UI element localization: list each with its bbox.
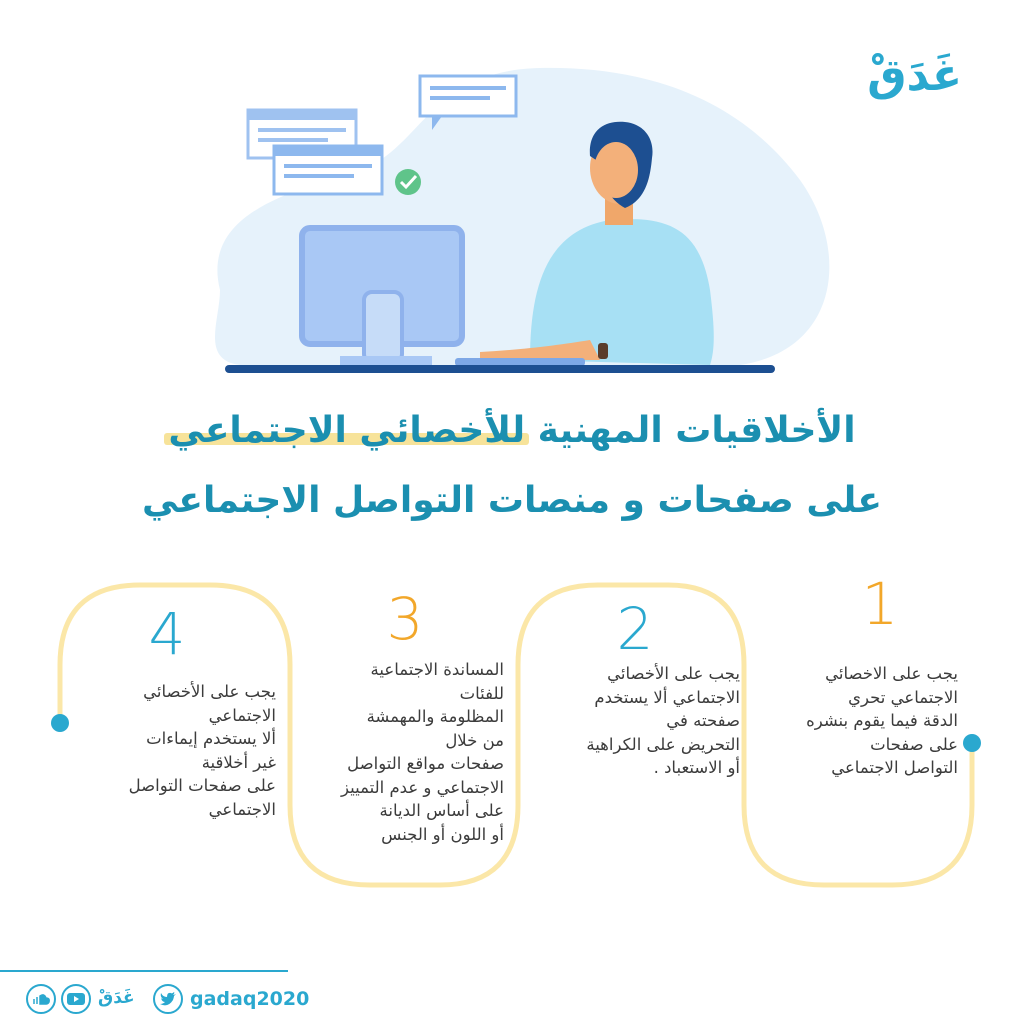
brand-logo (867, 48, 962, 104)
start-dot (51, 714, 69, 732)
twitter-icon[interactable] (153, 984, 183, 1014)
social-handle[interactable]: gadaq2020 (190, 988, 310, 1010)
step-3-text: المساندة الاجتماعية للفئات المظلومة والمهمشة من خلال صفحات مواقع التواصل الاجتماعي و عدم التمييز على أساس الديانة أو اللون أو الجنس (341, 660, 504, 844)
desk (225, 365, 775, 373)
footer-divider (0, 970, 288, 972)
step-2-number: 2 (616, 595, 654, 663)
brand-logo-text: غَدَقْ (867, 50, 962, 101)
page-title-line2: على صفحات و منصات التواصل الاجتماعي (141, 480, 883, 521)
step-1-number: 1 (861, 570, 899, 638)
step-4-text: يجب على الأخصائي الاجتماعي ألا يستخدم إيماءات غير أخلاقية على صفحات التواصل الاجتماعي (128, 682, 276, 819)
keyboard (455, 358, 585, 366)
step-1-text: يجب على الاخصائي الاجتماعي تحري الدقة فيما يقوم بنشره على صفحات التواصل الاجتماعي (806, 664, 958, 777)
page-title-line1 (0, 410, 1024, 451)
title-part1: الأخلاقيات المهنية (525, 410, 856, 451)
title-highlight: للأخصائي الاجتماعي (168, 410, 526, 451)
end-dot (963, 734, 981, 752)
check-icon (395, 169, 421, 195)
step-4-number: 4 (148, 600, 186, 668)
youtube-icon[interactable] (61, 984, 91, 1014)
footer-logo: غَدَقْ (98, 988, 135, 1008)
step-3-number: 3 (386, 585, 424, 653)
man-at-computer-illustration (180, 60, 860, 380)
monitor-icon (302, 228, 462, 366)
message-window-icon (248, 110, 382, 194)
soundcloud-icon[interactable] (26, 984, 56, 1014)
step-2-text: يجب على الأخصائي الاجتماعي ألا يستخدم صفحته في التحريض على الكراهية أو الاستعباد . (586, 664, 740, 777)
